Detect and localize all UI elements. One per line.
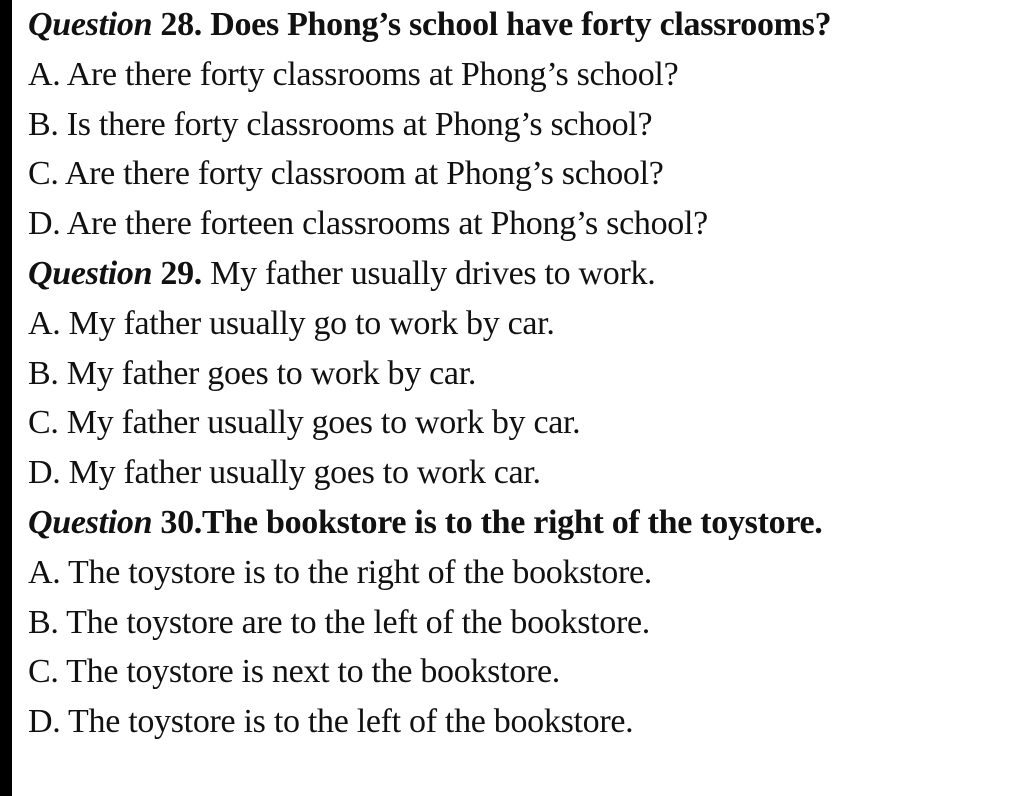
question-30-option-d: D. The toystore is to the left of the bookstore. bbox=[28, 703, 634, 741]
question-28-option-d: D. Are there forteen classrooms at Phong’s school? bbox=[28, 205, 708, 243]
question-number: 28. bbox=[160, 6, 202, 43]
question-28-option-c: C. Are there forty classroom at Phong’s school? bbox=[28, 155, 664, 193]
question-29-option-d: D. My father usually goes to work car. bbox=[28, 454, 541, 492]
question-text: Does Phong’s school have forty classrooms? bbox=[202, 6, 832, 43]
question-29-option-a: A. My father usually go to work by car. bbox=[28, 304, 555, 342]
question-label: Question bbox=[28, 6, 153, 43]
question-text: My father usually drives to work. bbox=[202, 254, 656, 292]
question-30-option-a: A. The toystore is to the right of the bookstore. bbox=[28, 553, 652, 591]
question-label: Question bbox=[28, 254, 153, 292]
question-29-stem bbox=[28, 249, 1018, 299]
question-28-option-b: B. Is there forty classrooms at Phong’s school? bbox=[28, 105, 653, 143]
question-30-option-b: B. The toystore are to the left of the bookstore. bbox=[28, 603, 651, 641]
question-28-option-a: A. Are there forty classrooms at Phong’s school? bbox=[28, 55, 679, 93]
question-30-option-c: C. The toystore is next to the bookstore. bbox=[28, 653, 560, 691]
question-30-stem bbox=[28, 498, 1018, 548]
worksheet-page bbox=[12, 0, 1024, 796]
question-number: 29. bbox=[160, 254, 202, 292]
question-text: The bookstore is to the right of the toystore. bbox=[202, 503, 823, 541]
question-number: 30. bbox=[160, 503, 202, 541]
question-list bbox=[28, 0, 1018, 747]
question-label: Question bbox=[28, 503, 153, 541]
question-28-stem bbox=[28, 0, 1018, 50]
question-29-option-b: B. My father goes to work by car. bbox=[28, 354, 477, 392]
question-29-option-c: C. My father usually goes to work by car. bbox=[28, 404, 581, 442]
